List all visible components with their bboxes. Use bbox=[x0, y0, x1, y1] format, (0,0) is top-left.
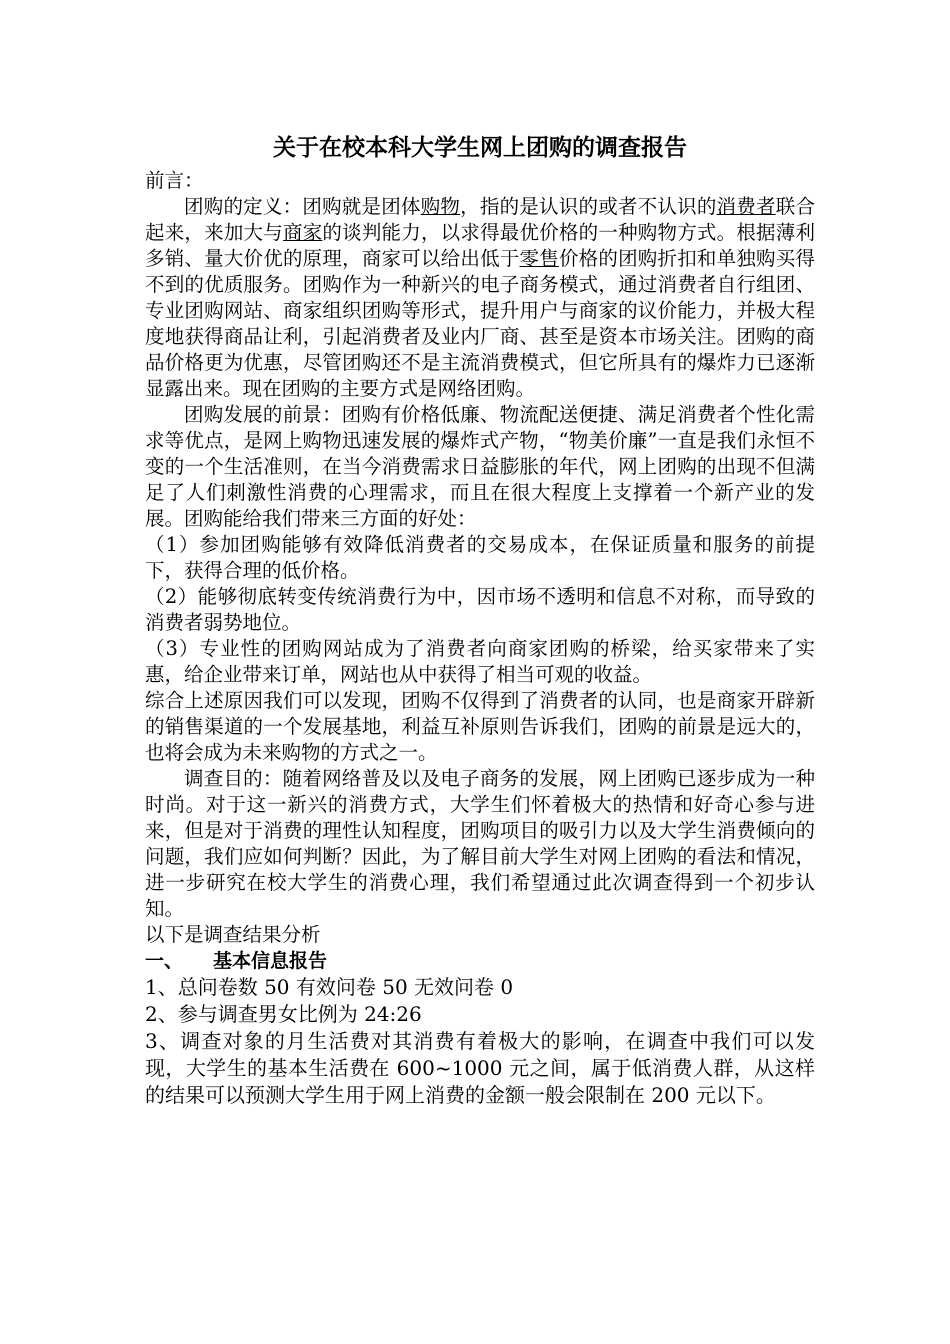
link-shopping[interactable]: 购物 bbox=[420, 195, 461, 218]
benefit-item-3: （3）专业性的团购网站成为了消费者向商家团购的桥梁，给买家带来了实惠，给企业带来订单，网站也从中获得了相当可观的收益。 bbox=[145, 637, 815, 686]
section-number: 一、 bbox=[145, 950, 184, 972]
definition-text-5: 价格的团购折扣和单独购买得不到的优质服务。团购作为一种新兴的电子商务模式，通过消费者自行组团、专业团购网站、商家组织团购等形式，提升用户与商家的议价能力，并极大程度地获得商品让利，引起消费者及业内厂商、甚至是资本市场关注。团购的商品价格更为优惠，尽管团购还不是主流消费模式，但它所具有的爆炸力已逐渐显露出来。现在团购的主要方式是网络团购。 bbox=[145, 247, 815, 400]
definition-text-2: ，指的是认识的或者不认识的 bbox=[460, 195, 717, 218]
benefit-item-2: （2）能够彻底转变传统消费行为中，因市场不透明和信息不对称，而导致的消费者弱势地位。 bbox=[145, 585, 815, 634]
link-retail[interactable]: 零售 bbox=[519, 247, 559, 270]
summary-paragraph: 综合上述原因我们可以发现，团购不仅得到了消费者的认同，也是商家开辟新的销售渠道的一个发展基地，利益互补原则告诉我们，团购的前景是远大的，也将会成为未来购物的方式之一。 bbox=[145, 689, 815, 764]
benefit-item-1: （1）参加团购能够有效降低消费者的交易成本，在保证质量和服务的前提下，获得合理的低价格。 bbox=[145, 533, 815, 582]
preface-label: 前言： bbox=[145, 169, 204, 192]
basic-info-list bbox=[145, 974, 815, 1109]
section-title: 基本信息报告 bbox=[213, 950, 328, 972]
section-heading bbox=[145, 948, 815, 974]
document-content bbox=[145, 130, 815, 1109]
info-item-2: 2、参与调查男女比例为 24:26 bbox=[145, 1002, 422, 1026]
definition-paragraph bbox=[145, 194, 815, 402]
definition-text-4: 的谈判能力，以求得最优价格的一种购物方式。根据薄利多销、量大价优的原理，商家可以给出低于 bbox=[145, 221, 815, 270]
info-item-1: 1、总问卷数 50 有效问卷 50 无效问卷 0 bbox=[145, 975, 514, 999]
document-title: 关于在校本科大学生网上团购的调查报告 bbox=[273, 135, 687, 161]
link-consumer[interactable]: 消费者 bbox=[716, 195, 776, 218]
results-intro: 以下是调查结果分析 bbox=[145, 923, 321, 946]
prospect-paragraph: 团购发展的前景：团购有价格低廉、物流配送便捷、满足消费者个性化需求等优点，是网上购物迅速发展的爆炸式产物，“物美价廉”一直是我们永恒不变的一个生活准则，在当今消费需求日益膨胀的年代，网上团购的出现不但满足了人们刺激性消费的心理需求，而且在很大程度上支撑着一个新产业的发展。团购能给我们带来三方面的好处： bbox=[145, 403, 815, 530]
link-merchant[interactable]: 商家 bbox=[282, 221, 323, 244]
definition-text-1: 团购的定义：团购就是团体 bbox=[184, 195, 421, 218]
info-item-3: 3、调查对象的月生活费对其消费有着极大的影响，在调查中我们可以发现，大学生的基本生活费在 600~1000 元之间，属于低消费人群，从这样的结果可以预测大学生用于网上消费的金额一般会限制在 200 元以下。 bbox=[145, 1029, 815, 1107]
definition-text-3: 联合起来，来加大与 bbox=[145, 195, 815, 244]
purpose-paragraph: 调查目的：随着网络普及以及电子商务的发展，网上团购已逐步成为一种时尚。对于这一新兴的消费方式，大学生们怀着极大的热情和好奇心参与进来，但是对于消费的理性认知程度，团购项目的吸引力以及大学生消费倾向的问题，我们应如何判断？因此，为了解目前大学生对网上团购的看法和情况，进一步研究在校大学生的消费心理，我们希望通过此次调查得到一个初步认知。 bbox=[145, 767, 815, 920]
